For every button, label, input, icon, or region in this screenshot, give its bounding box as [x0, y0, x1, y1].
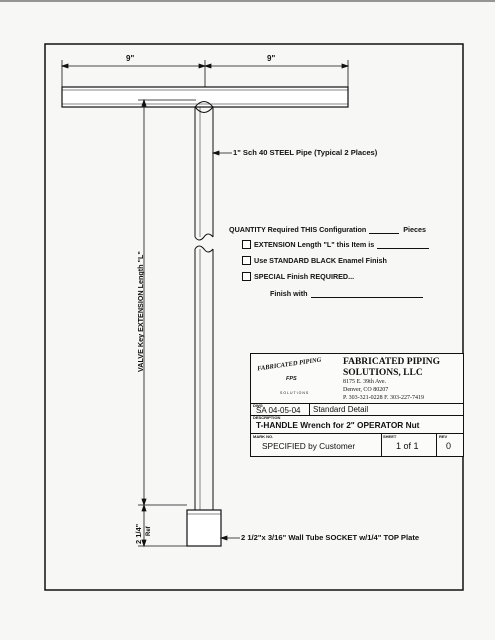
rev-label: REV [439, 434, 448, 439]
tb-rule-2 [251, 415, 463, 416]
pieces-label: Pieces [403, 225, 427, 234]
phone-fax: P. 303-321-0228 F. 303-227-7419 [343, 395, 425, 401]
quantity-label: QUANTITY Required THIS Configuration [229, 225, 367, 234]
address-line-2: Denver, CO 80207 [343, 386, 389, 393]
dwg-label: DWG [253, 403, 263, 408]
dwg-type: Standard Detail [313, 405, 369, 414]
black-finish-checkbox[interactable] [242, 256, 251, 265]
tb-rule-1 [251, 403, 463, 404]
company-name-2: SOLUTIONS, LLC [343, 368, 423, 378]
finish-with-blank[interactable] [311, 290, 423, 298]
special-finish-option [242, 272, 354, 281]
dwg-number: SA 04-05-04 [256, 406, 301, 415]
extension-option-label: EXTENSION Length "L" this Item is [254, 240, 375, 249]
finish-with-row [270, 289, 423, 298]
pipe-callout: 1" Sch 40 STEEL Pipe (Typical 2 Places) [233, 148, 378, 157]
socket [187, 510, 221, 546]
leaders [213, 151, 240, 540]
extension-length-label: VALVE Key EXTENSION Length "L" [136, 251, 145, 372]
mark-no-label: MARK NO. [253, 434, 274, 439]
sheet-value: 1 of 1 [396, 441, 419, 451]
mark-no: SPECIFIED by Customer [262, 441, 356, 451]
extension-dimension [138, 100, 196, 546]
logo-initials: FPS [286, 376, 297, 382]
description-label: DESCRIPTION [253, 415, 281, 420]
special-finish-checkbox[interactable] [242, 272, 251, 281]
quantity-row [229, 225, 426, 234]
socket-height-label: 2 1/4" [134, 523, 143, 544]
quantity-blank[interactable] [369, 226, 399, 234]
tb-vrule-rev [436, 433, 437, 456]
logo-area [251, 354, 337, 402]
extension-blank[interactable] [377, 241, 429, 249]
logo-arc-text: FABRICATED PIPING [256, 356, 322, 373]
title-block [250, 353, 464, 457]
tb-vrule-dwg [309, 403, 310, 415]
company-name-1: FABRICATED PIPING [343, 357, 441, 367]
socket-callout: 2 1/2"x 3/16" Wall Tube SOCKET w/1/4" TOP Plate [241, 533, 420, 542]
tb-rule-3 [251, 433, 463, 434]
sheet-label: SHEET [383, 434, 397, 439]
extension-option [242, 240, 429, 249]
left-width-label: 9" [126, 54, 135, 63]
description: T-HANDLE Wrench for 2" OPERATOR Nut [256, 420, 420, 430]
tb-vrule-sheet [381, 433, 382, 456]
vertical-pipe [195, 102, 213, 511]
address-line-1: 8175 E. 39th Ave. [343, 379, 387, 385]
drawing-border [45, 44, 463, 590]
finish-with-label: Finish with [270, 289, 308, 298]
special-finish-label: SPECIAL Finish REQUIRED... [254, 272, 355, 281]
rev-value: 0 [446, 441, 452, 451]
black-finish-label: Use STANDARD BLACK Enamel Finish [254, 256, 387, 265]
black-finish-option [242, 256, 387, 265]
right-width-label: 9" [267, 54, 276, 63]
company-info [343, 357, 440, 403]
handle-bar [62, 87, 348, 107]
ref-label: Ref [146, 526, 152, 536]
logo-bottom-text: SOLUTIONS [280, 391, 310, 395]
extension-checkbox[interactable] [242, 240, 251, 249]
